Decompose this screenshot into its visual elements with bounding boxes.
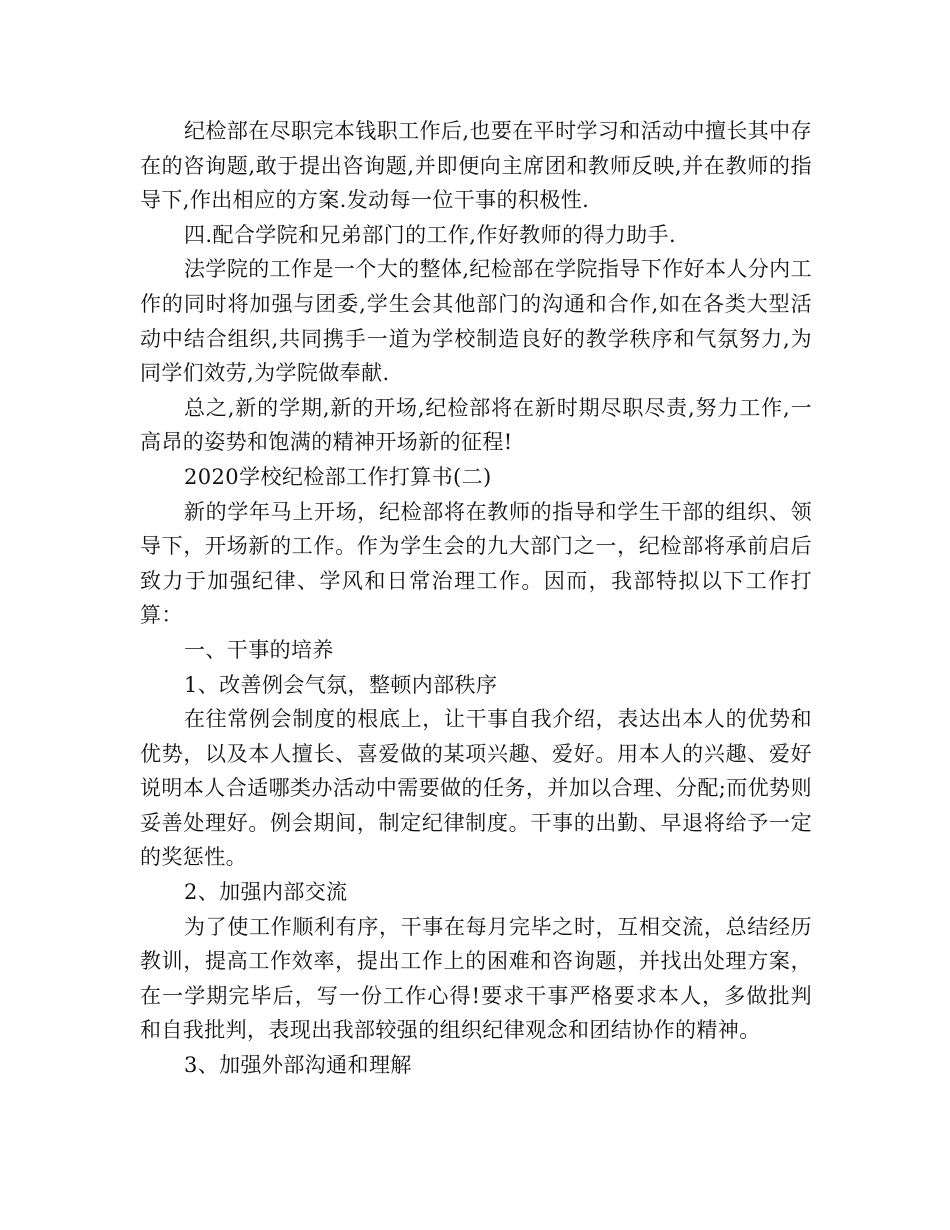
paragraph-7: 为了使工作顺利有序，干事在每月完毕之时，互相交流，总结经历教训，提高工作效率，提出工作上的困难和咨询题，并找出处理方案，在一学期完毕后，写一份工作心得!要求干事严格要求本人，多做批判和自我批判，表现出我部较强的组织纪律观念和团结协作的精神。 xyxy=(140,914,812,1043)
paragraph-1: 纪检部在尽职完本钱职工作后,也要在平时学习和活动中擅长其中存在的咨询题,敢于提出咨询题,并即便向主席团和教师反映,并在教师的指导下,作出相应的方案.发动每一位干事的积极性. xyxy=(140,119,812,213)
subheading-1: 1、改善例会气氛，整顿内部秩序 xyxy=(184,672,498,697)
paragraph-4: 总之,新的学期,新的开场,纪检部将在新时期尽职尽责,努力工作,一高昂的姿势和饱满的精神开场新的征程! xyxy=(140,395,812,455)
document-body xyxy=(140,114,812,1083)
paragraph-5: 新的学年马上开场，纪检部将在教师的指导和学生干部的组织、领导下，开场新的工作。作为学生会的九大部门之一，纪检部将承前启后致力于加强纪律、学风和日常治理工作。因而，我部特拟以下工作打算： xyxy=(140,499,812,628)
paragraph-6: 在往常例会制度的根底上，让干事自我介绍，表达出本人的优势和优势，以及本人擅长、喜爱做的某项兴趣、爱好。用本人的兴趣、爱好说明本人合适哪类办活动中需要做的任务，并加以合理、分配;而优势则妥善处理好。例会期间，制定纪律制度。干事的出勤、早退将给予一定的奖惩性。 xyxy=(140,707,812,870)
paragraph-2: 四.配合学院和兄弟部门的工作,作好教师的得力助手. xyxy=(184,222,677,247)
subheading-3: 3、加强外部沟通和理解 xyxy=(184,1053,412,1078)
heading-1: 一、干事的培养 xyxy=(184,637,334,662)
paragraph-3: 法学院的工作是一个大的整体,纪检部在学院指导下作好本人分内工作的同时将加强与团委,学生会其他部门的沟通和合作,如在各类大型活动中结合组织,共同携手一道为学校制造良好的教学秩序和气氛努力,为同学们效劳,为学院做奉献. xyxy=(140,257,812,386)
section-title: 2020学校纪检部工作打算书(二) xyxy=(184,464,492,489)
subheading-2: 2、加强内部交流 xyxy=(184,880,348,905)
